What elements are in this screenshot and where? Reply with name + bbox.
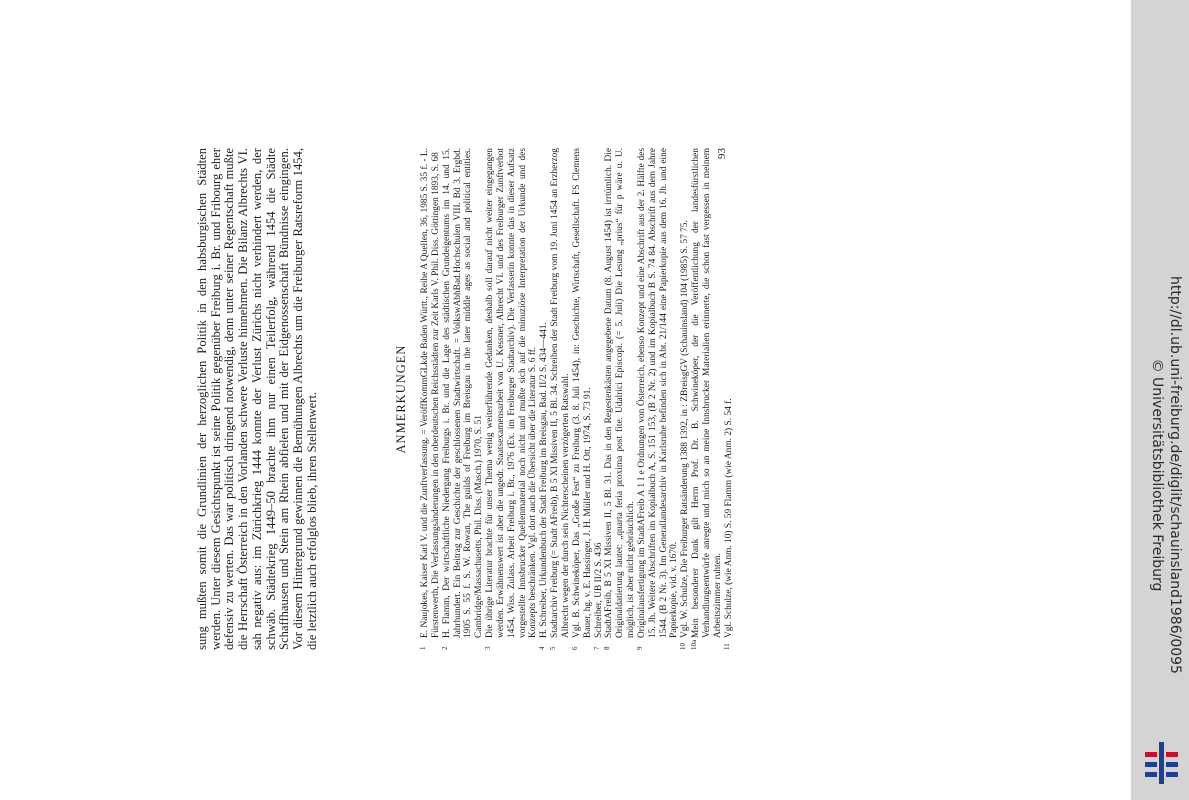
footnote-number: 1 (419, 646, 427, 650)
copyright-notice: © Universitätsbibliothek Freiburg (1149, 358, 1165, 592)
footnote-number: 10 (679, 643, 688, 650)
footnote-number: 3 (484, 646, 493, 650)
footnote-item (442, 148, 485, 650)
footnote-item (420, 148, 442, 650)
sidebar-rotated-text (1131, 0, 1189, 800)
footnote-number: 9 (635, 646, 644, 650)
footnote-item (572, 148, 594, 650)
footnote-number: 10a (690, 639, 699, 650)
ub-freiburg-logo-icon (1141, 738, 1181, 788)
footnote-text: Vgl. W. Schulze, Die Freiburger Ratsänderung 1388 1392, in : ZBreisgGV (Schauinsland) 104 (1985) S. 57 75. (680, 220, 691, 638)
footnote-number: 8 (603, 646, 612, 650)
footnote-item (550, 148, 572, 650)
body-paragraph: sung mußten somit die Grundlinien der herzoglichen Politik in den habsburgischen Städten werden. Unter diesem Gesichtspunkt ist seine Politik gegenüber Freiburg i. Br. und Fribourg eher defensiv zu werten. Das war politisch dringend notwendig, denn unter seiner Regentschaft mußte die Herrschaft Österreich in den Vorlanden schwere Verluste hinnehmen. Die Bilanz Albrechts VI. sah negativ aus: im Zürichkrieg 1444 konnte der Verlust Zürichs nicht verhindert werden, der schwäb. Städtekrieg 1449–50 brachte ihm nur einen Teilerfolg, während 1454 die Städte Schaffhausen und Stein am Rhein abfielen und mit der Eidgenossenschaft Bündnisse eingingen. Vor diesem Hintergrund gewinnen die Bemühungen Albrechts um die Freiburger Ratsreform 1454, die letztlich auch erfolglos blieb, ihren Stellenwert. (195, 148, 319, 650)
footnote-text: Die übrige Literatur brachte für unser Thema wenig weiterführende Gedanken, deshalb soll darauf nicht weiter eingegangen werden. Erwähnenswert ist aber die ungedr. Staatsexamensarbeit von U. Kessner, Albrecht VI. und des Freiburger Zunftverbot 1454, Wiss. Zulass. Arbeit Freiburg i. Br., 1976 (Ex. im Freiburger Stadtarchiv). Die Verfasserin konnte das in dieser Aufsatz vorgestellte Innsbrucker Quellenmaterial noch nicht und mußte sich auf die minuziöse Interpretation der Urkunde und des Konzepts beschränken. Vgl. dort auch die Übersicht über die Literatur S. 6 ff. (485, 148, 539, 638)
footnote-number: 4 (538, 646, 547, 650)
footnote-text: Stadtarchiv Freiburg (= Stadt AFreib), B 5 XI Missiven II, 5 Bl. 34. Schreiben der Stadt Freiburg vom 19. Juni 1454 an Erzherzog Albrecht wegen der durch sein Nichterscheinen verzögerten Ratswahl. (550, 148, 571, 638)
footnote-text: Originalausfertigung im StadtAFreib A 1 I e Ordnungen von Österreich, ebenso Konzept und eine Abschrift aus der 2. Hälfte des 15. Jh. Weitere Abschriften im Kopialbuch A, S. 151 153, (B 2 Nr. 2) und im Kopialbuch B S. 74 84. Abschrift aus dem Jahre 1544. (B 2 Nr. 3). Im Generallandesarchiv in Karlsruhe befinden sich in Abt. 21/144 eine Papierkopie aus dem 16. Jh. und eine Papierkopie, vid. v. 1670. (636, 148, 680, 638)
footnote-text: Schreiber, UB II/2 S. 436 (593, 542, 604, 638)
footnote-item (594, 148, 605, 650)
footnote-number: 6 (570, 646, 579, 650)
notes-heading: ANMERKUNGEN (394, 344, 408, 454)
source-url-link[interactable]: http://dl.ub.uni-freiburg.de/diglit/schauinsland1986/0095 (1167, 276, 1183, 674)
footnote-item (539, 148, 550, 650)
citation-sidebar (1131, 0, 1189, 800)
footnote-item (637, 148, 680, 650)
footnote-text: H. Flamm, Der wirtschaftliche Niedergang Freiburgs i. Br. und die Lage des städtischen Grundeigentums im 14. und 15. Jahrhundert. Ein Beitrag zur Geschichte der geschlossenen Stadtwirtschaft. = VolkswAbhBad.Hochschulen VIII. Bd 3. Ergbd. 1905 S. 55 f. S. W. Rowan, The guilds of Freiburg im Breisgau in the later middle ages as social and political entities. Cambridge/Massachusetts, Phil. Diss. (Masch.) 1970, S. 51 (441, 148, 485, 638)
footnote-text: StadtAFreib, B 5 XI Missiven II, 5 Bl. 31. Das in den Regestenkästen angegebene Datum (8. August 1454) ist irrtümlich. Die Originaldatierung lautet: „quarta feria proxima post fite. Udalrici Episcopi. (= 5. Juli) Die Lesung „prius“ für p wäre u. U. möglich, ist aber nicht gebräuchlich. (604, 148, 637, 638)
page-number: 93 (716, 148, 728, 159)
footnote-item (680, 148, 691, 650)
footnote-item (604, 148, 637, 650)
footnote-number: 11 (722, 643, 731, 650)
footnote-text: Vgl. Schulze, (wie Anm. 10) S. 59 Flamm (wie Anm. 2) S. 54 f. (723, 398, 734, 638)
footnotes-list (420, 148, 734, 650)
footnote-number: 2 (440, 646, 449, 650)
footnote-number: 5 (549, 646, 558, 650)
footnote-item (485, 148, 539, 650)
footnote-number: 7 (592, 646, 601, 650)
footnote-text: Vgl. B. Schwineköper, Das „Große Fest“ zu Freiburg (3. 8. Juli 1454), in: Geschichte, Wirtschaft, Gesellschaft. FS Clemens Bauer, hg. v. E. Hassinger, J. H. Müller und H. Ott, 1974, S. 73 91. (571, 148, 593, 638)
footnote-text: Mein besonderer Dank gilt Herrn Prof. Dr. B. Schwineköper, der die Veröffentlichung der landesfürstlichen Verhandlungsentwürfe anregte und mich so an meine Innsbrucker Materialien erinnerte, die schon fast vergessen in meinem Arbeitszimmer ruhten. (691, 148, 723, 638)
footnote-text: E. Naujokes, Kaiser Karl V. und die Zunftverfassung. = VeröffKommGLkde Baden Württ., Reihe A Quellen, 36, 1985 S. 35 f. - L. Fürstenwerth, Die Verfassungsänderungen in den oberdeutschen Reichsstädten zur Zeit Karls V. Phil. Diss. Göttingen 1893, S. 68 (420, 148, 441, 638)
footnote-text: H. Schreiber, Urkundenbuch der Stadt Freiburg im Breisgau, Bad. II/2 S. 434—441. (539, 322, 550, 638)
